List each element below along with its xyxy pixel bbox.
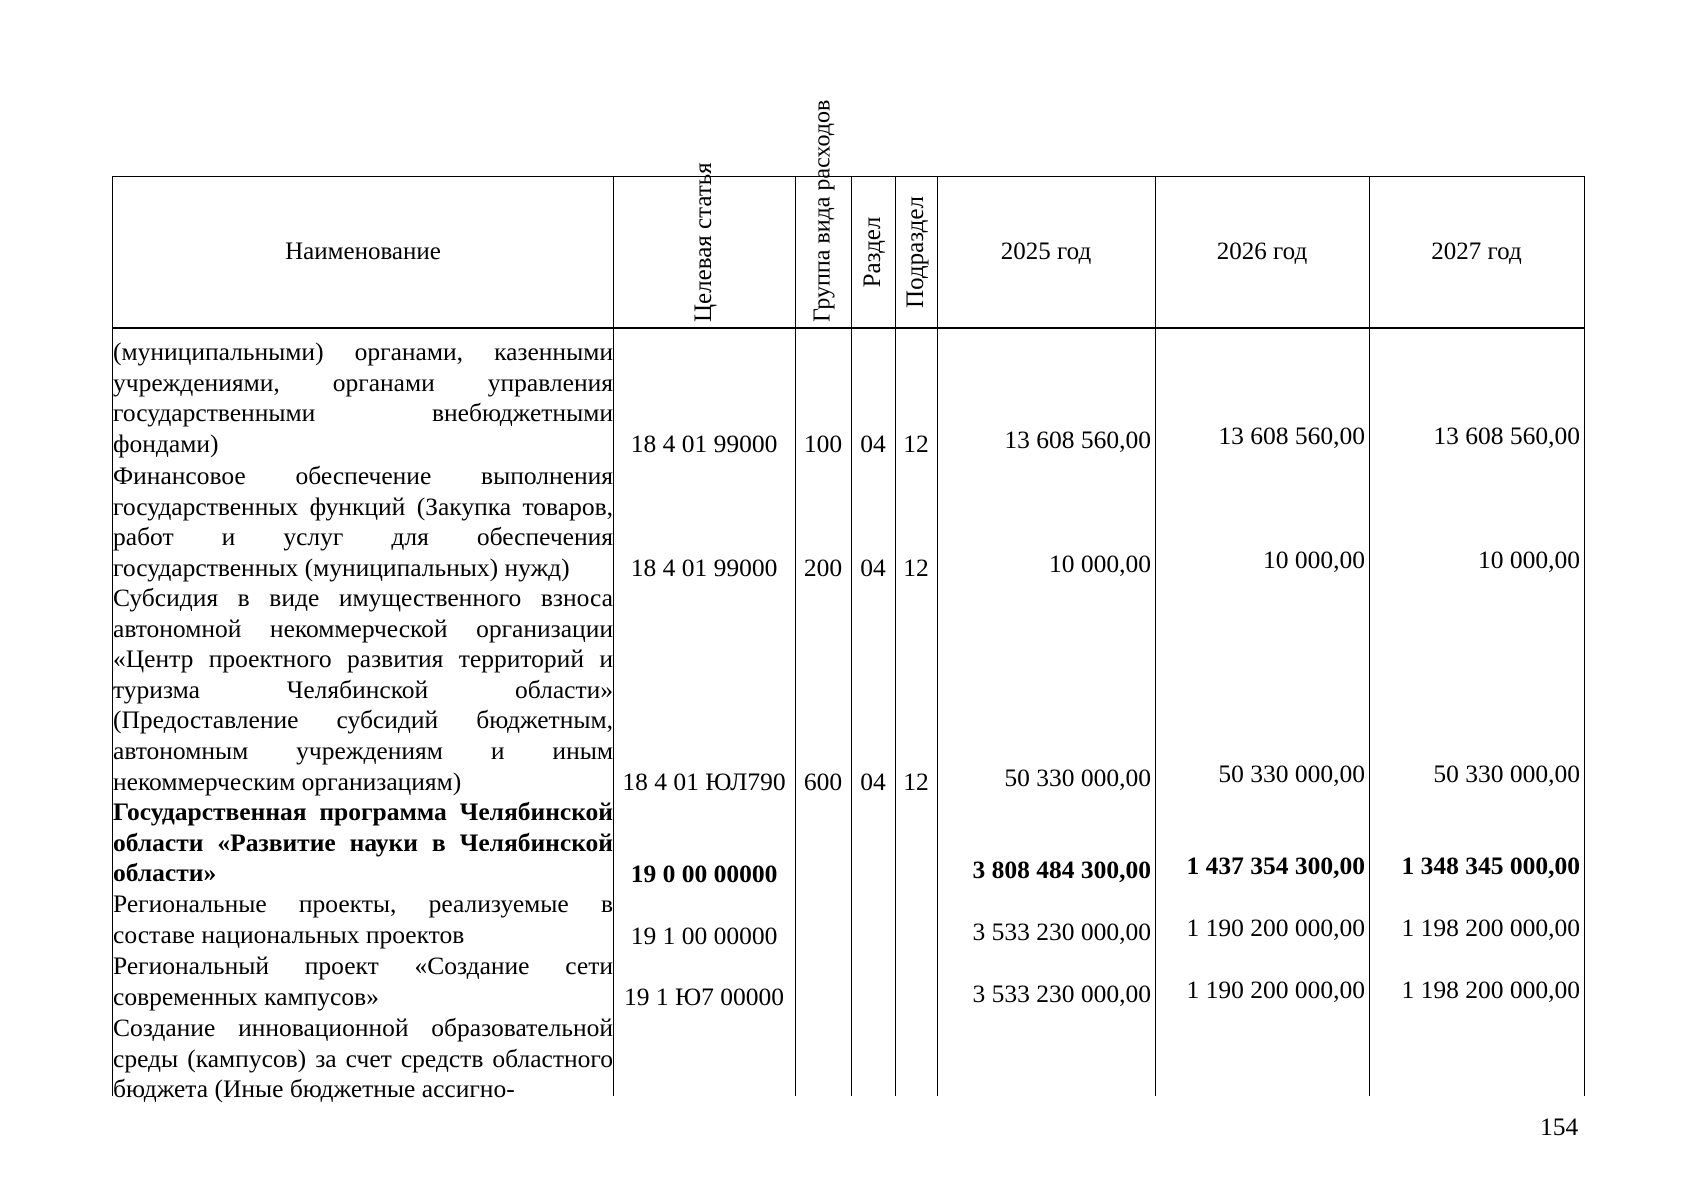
budget-table bbox=[112, 99, 1585, 1104]
row-2027: 50 330 000,00 bbox=[1433, 759, 1580, 788]
row-2026: 1 190 200 000,00 bbox=[1186, 975, 1365, 1004]
row-subsection: 12 bbox=[903, 767, 929, 796]
row-target-article: 19 0 00 00000 bbox=[630, 859, 778, 888]
row-name: Региональный проект «Создание сети современных кампусов» bbox=[113, 951, 613, 1011]
row-section: 04 bbox=[860, 553, 886, 582]
row-name: Создание инновационной образовательной среды (кампусов) за счет средств областного бюджета (Иные бюджетные ассигно- bbox=[113, 1013, 613, 1104]
header-2025: 2025 год bbox=[1000, 238, 1092, 265]
header-2026: 2026 год bbox=[1216, 238, 1308, 265]
row-name: Региональные проекты, реализуемые в составе национальных проектов bbox=[113, 889, 613, 949]
row-2026: 1 190 200 000,00 bbox=[1186, 913, 1365, 942]
header-target-article: Целевая статья bbox=[689, 162, 717, 322]
row-2025: 10 000,00 bbox=[1049, 549, 1151, 578]
row-2025: 50 330 000,00 bbox=[1004, 763, 1151, 792]
row-2025: 3 533 230 000,00 bbox=[972, 917, 1151, 946]
row-target-article: 19 1 Ю7 00000 bbox=[623, 982, 785, 1011]
row-target-article: 19 1 00 00000 bbox=[630, 921, 778, 950]
row-expense-group: 100 bbox=[803, 429, 843, 458]
row-name: Субсидия в виде имущественного взноса автономной некоммерческой организации «Центр проектного развития территорий и туризма Челябинской области» (Предоставление субсидий бюджетным, автономным учреждениям и иным некоммерческим организациям) bbox=[113, 583, 613, 796]
row-2027: 10 000,00 bbox=[1478, 545, 1580, 574]
row-expense-group: 600 bbox=[803, 767, 843, 796]
row-name: (муниципальными) органами, казенными учреждениями, органами управления государственными внебюджетными фондами) bbox=[113, 337, 613, 458]
row-section: 04 bbox=[860, 767, 886, 796]
header-expense-group: Группа вида расходов bbox=[809, 99, 836, 322]
header-subsection: Подраздел bbox=[901, 196, 929, 308]
header-2027: 2027 год bbox=[1431, 238, 1522, 265]
row-2027: 1 348 345 000,00 bbox=[1401, 851, 1580, 880]
row-expense-group: 200 bbox=[803, 553, 843, 582]
row-2026: 50 330 000,00 bbox=[1218, 759, 1365, 788]
row-name: Финансовое обеспечение выполнения государственных функций (Закупка товаров, работ и услуг для обеспечения государственных (муниципальных) нужд) bbox=[113, 461, 613, 582]
row-target-article: 18 4 01 99000 bbox=[630, 429, 778, 458]
row-target-article: 18 4 01 99000 bbox=[630, 553, 778, 582]
row-2027: 1 198 200 000,00 bbox=[1401, 975, 1580, 1004]
row-2026: 13 608 560,00 bbox=[1218, 421, 1365, 450]
row-2026: 1 437 354 300,00 bbox=[1186, 851, 1365, 880]
col-divider bbox=[851, 177, 852, 1096]
row-2025: 13 608 560,00 bbox=[1004, 425, 1151, 454]
col-divider bbox=[895, 177, 896, 1096]
col-divider bbox=[795, 177, 796, 1096]
row-2025: 3 533 230 000,00 bbox=[972, 979, 1151, 1008]
row-2026: 10 000,00 bbox=[1263, 545, 1365, 574]
row-subsection: 12 bbox=[903, 429, 929, 458]
header-name: Наименование bbox=[285, 238, 441, 265]
row-2027: 1 198 200 000,00 bbox=[1401, 913, 1580, 942]
row-target-article: 18 4 01 ЮЛ790 bbox=[622, 767, 786, 796]
header-section: Раздел bbox=[858, 216, 886, 288]
col-divider bbox=[613, 177, 614, 1096]
page-number: 154 bbox=[1540, 1112, 1579, 1141]
header-divider bbox=[113, 327, 1584, 329]
row-subsection: 12 bbox=[903, 553, 929, 582]
row-2025: 3 808 484 300,00 bbox=[972, 855, 1151, 884]
row-name: Государственная программа Челябинской области «Развитие науки в Челябинской области» bbox=[113, 797, 613, 888]
row-2027: 13 608 560,00 bbox=[1433, 421, 1580, 450]
row-section: 04 bbox=[860, 429, 886, 458]
